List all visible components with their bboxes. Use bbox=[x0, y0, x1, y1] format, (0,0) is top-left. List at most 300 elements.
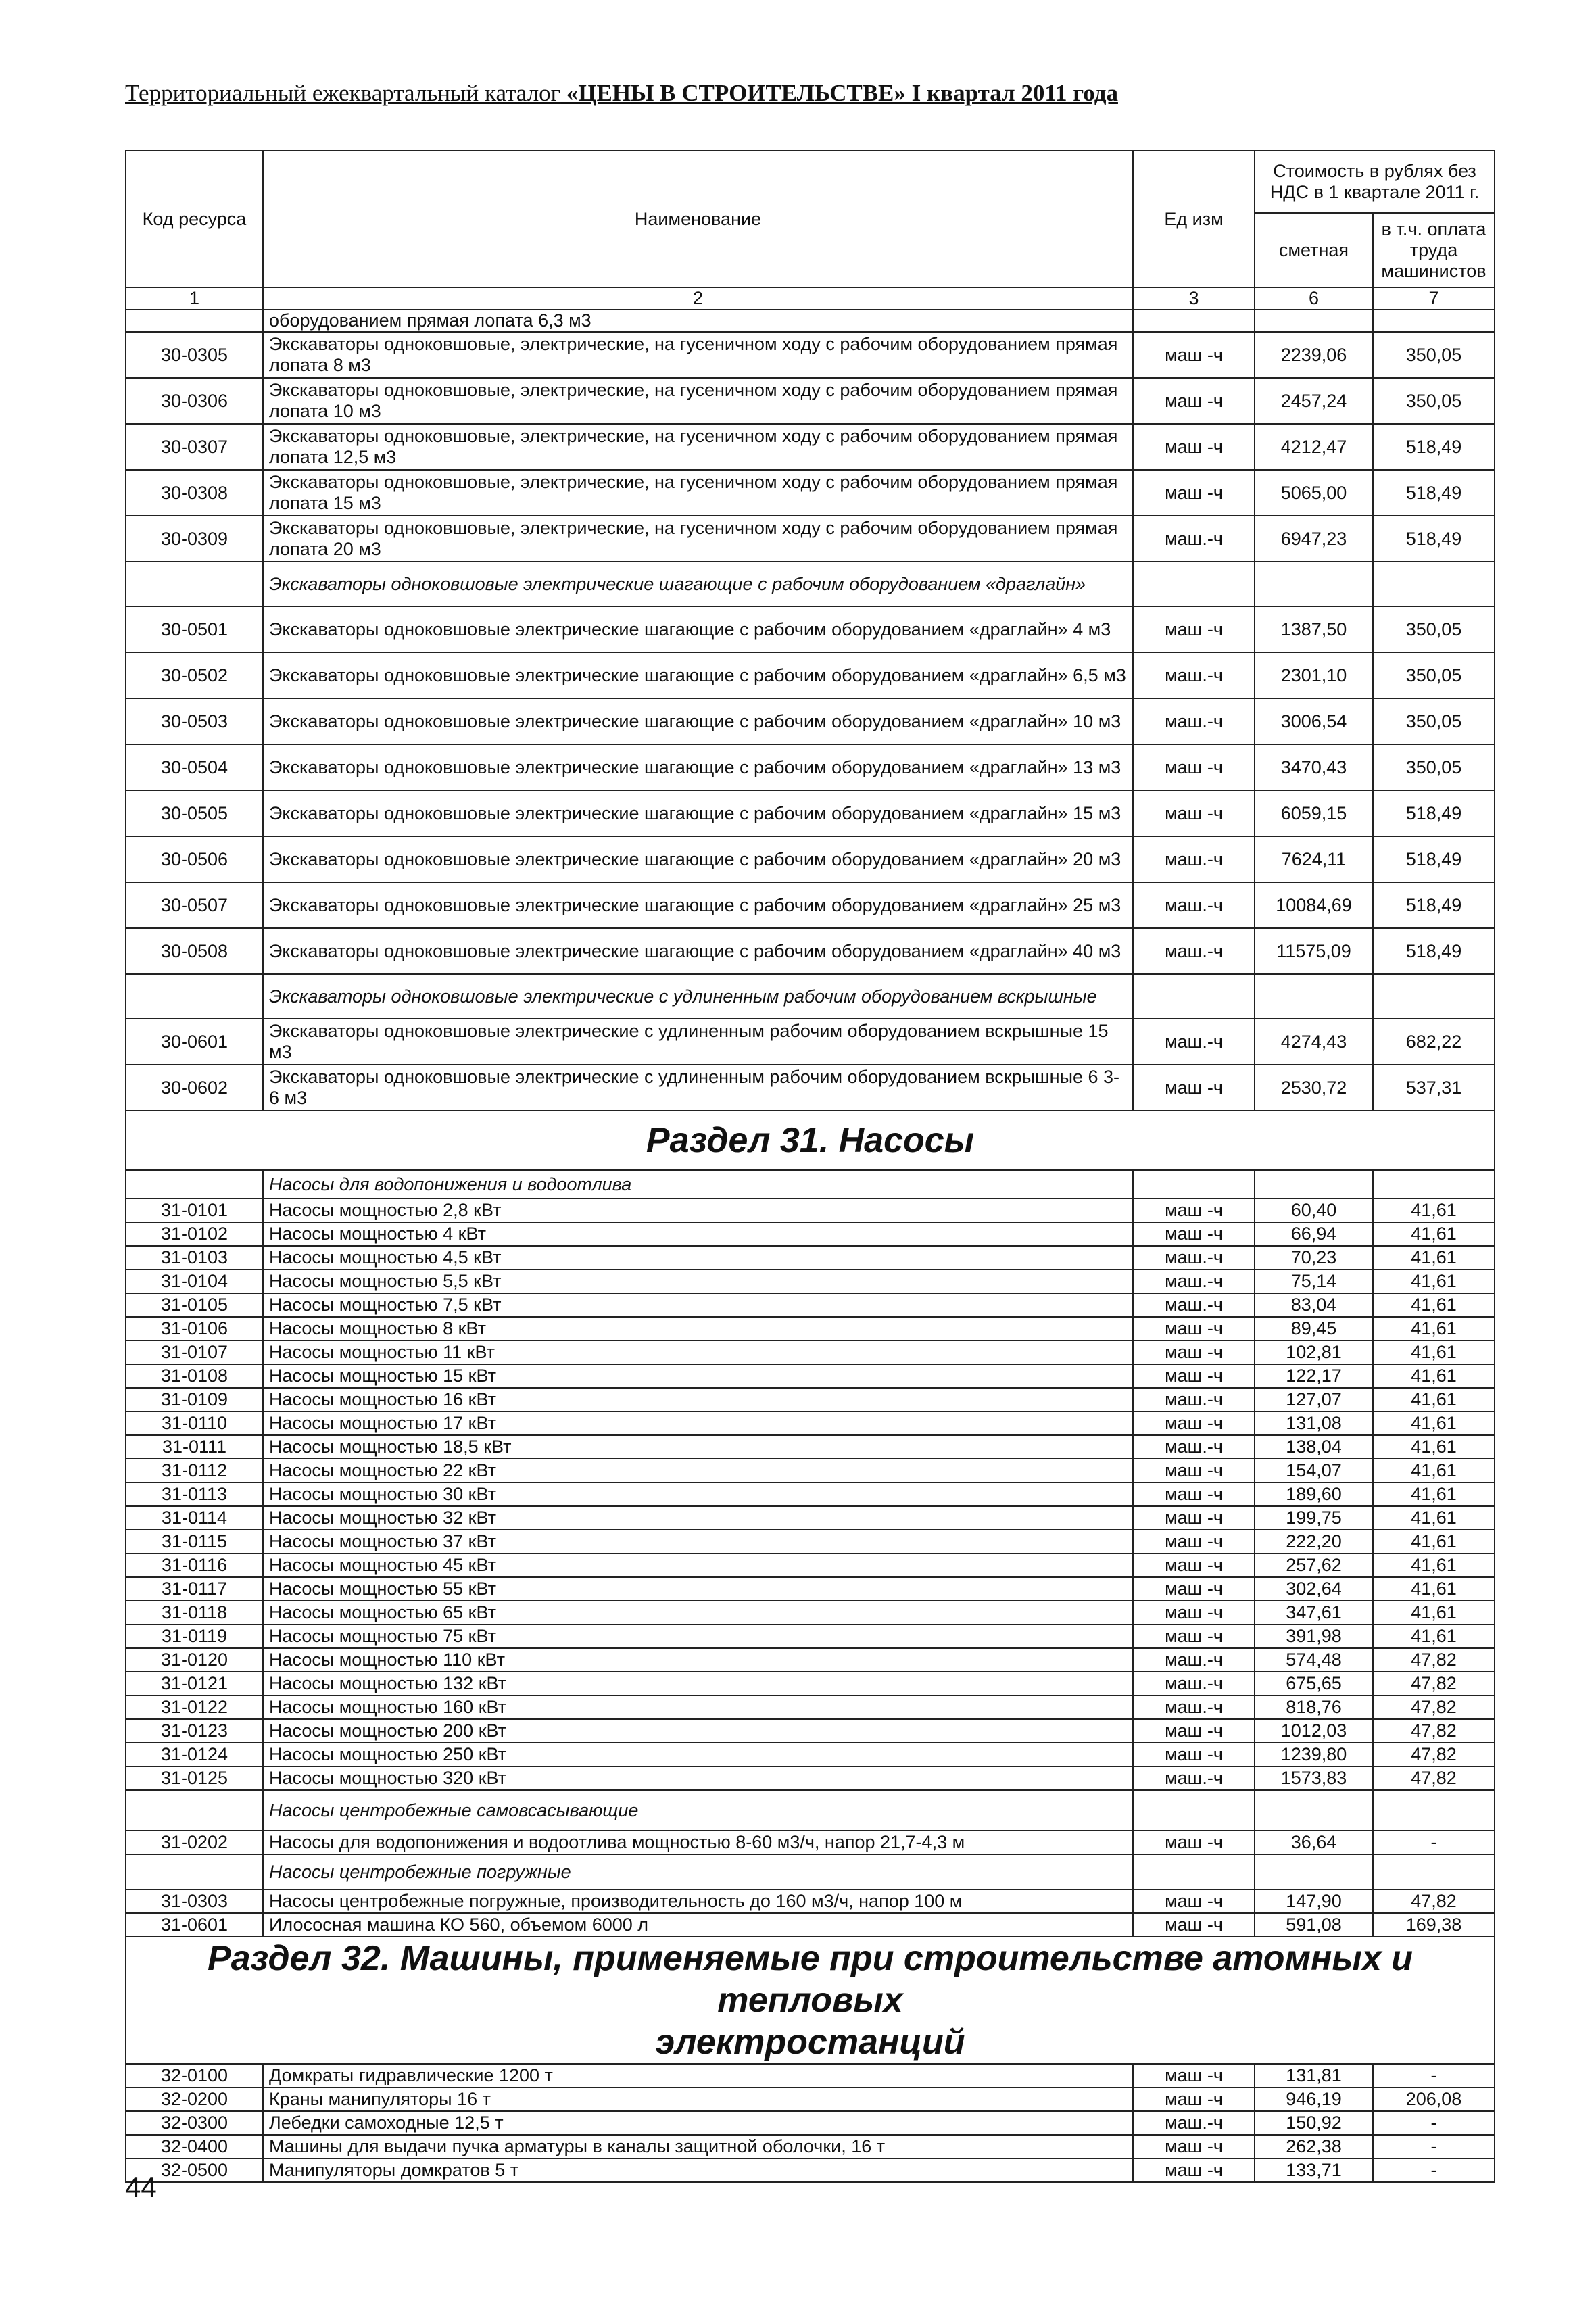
resource-code: 30-0502 bbox=[126, 652, 263, 698]
unit: маш -ч bbox=[1133, 470, 1255, 516]
operator-wage: - bbox=[1373, 2158, 1495, 2182]
operator-wage: - bbox=[1373, 2111, 1495, 2135]
unit: маш -ч bbox=[1133, 1719, 1255, 1743]
table-row bbox=[126, 1624, 1495, 1648]
unit: маш.-ч bbox=[1133, 2111, 1255, 2135]
table-row bbox=[126, 1412, 1495, 1435]
estimate-price: 2239,06 bbox=[1255, 332, 1373, 378]
table-row bbox=[126, 1459, 1495, 1482]
unit: маш -ч bbox=[1133, 1459, 1255, 1482]
estimate-price: 257,62 bbox=[1255, 1553, 1373, 1577]
resource-name: Насосы мощностью 4,5 кВт bbox=[263, 1246, 1133, 1270]
estimate-price: 154,07 bbox=[1255, 1459, 1373, 1482]
estimate-price: 6059,15 bbox=[1255, 790, 1373, 836]
resource-name: Насосы мощностью 8 кВт bbox=[263, 1317, 1133, 1341]
operator-wage: 169,38 bbox=[1373, 1913, 1495, 1937]
estimate-price: 131,81 bbox=[1255, 2064, 1373, 2088]
resource-name: Насосы мощностью 75 кВт bbox=[263, 1624, 1133, 1648]
section-title-row bbox=[126, 1111, 1495, 1170]
resource-name: Манипуляторы домкратов 5 т bbox=[263, 2158, 1133, 2182]
resource-name: Экскаваторы одноковшовые, электрические, на гусеничном ходу с рабочим оборудованием прямая лопата 8 м3 bbox=[263, 332, 1133, 378]
col-code-header: Код ресурса bbox=[126, 151, 263, 287]
resource-name: Насосы мощностью 16 кВт bbox=[263, 1388, 1133, 1412]
estimate-price: 66,94 bbox=[1255, 1222, 1373, 1246]
table-row bbox=[126, 378, 1495, 424]
operator-wage: 41,61 bbox=[1373, 1317, 1495, 1341]
resource-name: Экскаваторы одноковшовые электрические шагающие с рабочим оборудованием «драглайн» 20 м3 bbox=[263, 836, 1133, 882]
resource-code: 30-0505 bbox=[126, 790, 263, 836]
table-row bbox=[126, 1743, 1495, 1766]
unit: маш -ч bbox=[1133, 1317, 1255, 1341]
table-row bbox=[126, 1270, 1495, 1293]
resource-code: 31-0122 bbox=[126, 1695, 263, 1719]
header-title: «ЦЕНЫ В СТРОИТЕЛЬСТВЕ» I квартал 2011 года bbox=[566, 80, 1118, 106]
estimate-price: 131,08 bbox=[1255, 1412, 1373, 1435]
resource-code: 31-0109 bbox=[126, 1388, 263, 1412]
operator-wage: 41,61 bbox=[1373, 1388, 1495, 1412]
operator-wage: 518,49 bbox=[1373, 882, 1495, 928]
resource-name: Экскаваторы одноковшовые электрические шагающие с рабочим оборудованием «драглайн» 6,5 м3 bbox=[263, 652, 1133, 698]
estimate-price: 675,65 bbox=[1255, 1672, 1373, 1695]
razdel-31-title: Раздел 31. Насосы bbox=[126, 1111, 1495, 1170]
operator-wage: 41,61 bbox=[1373, 1222, 1495, 1246]
unit: маш -ч bbox=[1133, 1624, 1255, 1648]
estimate-price: 5065,00 bbox=[1255, 470, 1373, 516]
operator-wage: 682,22 bbox=[1373, 1019, 1495, 1065]
operator-wage: 47,82 bbox=[1373, 1672, 1495, 1695]
resource-code: 30-0504 bbox=[126, 744, 263, 790]
table-row bbox=[126, 1019, 1495, 1065]
resource-code: 31-0123 bbox=[126, 1719, 263, 1743]
resource-name: Экскаваторы одноковшовые электрические шагающие с рабочим оборудованием «драглайн» 25 м3 bbox=[263, 882, 1133, 928]
estimate-price: 60,40 bbox=[1255, 1199, 1373, 1222]
table-row bbox=[126, 516, 1495, 562]
resource-code: 31-0101 bbox=[126, 1199, 263, 1222]
unit: маш.-ч bbox=[1133, 1019, 1255, 1065]
resource-code: 31-0112 bbox=[126, 1459, 263, 1482]
table-row bbox=[126, 1672, 1495, 1695]
table-row bbox=[126, 1889, 1495, 1913]
unit: маш -ч bbox=[1133, 1601, 1255, 1624]
resource-code: 30-0501 bbox=[126, 606, 263, 652]
estimate-price: 302,64 bbox=[1255, 1577, 1373, 1601]
estimate-price: 2530,72 bbox=[1255, 1065, 1373, 1111]
unit: маш -ч bbox=[1133, 2088, 1255, 2111]
resource-code: 30-0507 bbox=[126, 882, 263, 928]
operator-wage: 518,49 bbox=[1373, 516, 1495, 562]
resource-name: Насосы мощностью 160 кВт bbox=[263, 1695, 1133, 1719]
estimate-price: 138,04 bbox=[1255, 1435, 1373, 1459]
unit: маш.-ч bbox=[1133, 516, 1255, 562]
resource-name: Насосы мощностью 7,5 кВт bbox=[263, 1293, 1133, 1317]
unit: маш.-ч bbox=[1133, 1270, 1255, 1293]
estimate-price: 75,14 bbox=[1255, 1270, 1373, 1293]
estimate-price: 1573,83 bbox=[1255, 1766, 1373, 1790]
col-est-header: сметная bbox=[1255, 213, 1373, 287]
operator-wage: 47,82 bbox=[1373, 1766, 1495, 1790]
operator-wage: 41,61 bbox=[1373, 1341, 1495, 1364]
table-row bbox=[126, 1695, 1495, 1719]
operator-wage: 518,49 bbox=[1373, 836, 1495, 882]
estimate-price: 946,19 bbox=[1255, 2088, 1373, 2111]
table-row bbox=[126, 424, 1495, 470]
estimate-price: 147,90 bbox=[1255, 1889, 1373, 1913]
resource-name: Экскаваторы одноковшовые электрические шагающие с рабочим оборудованием «драглайн» 13 м3 bbox=[263, 744, 1133, 790]
resource-name: Насосы центробежные погружные, производительность до 160 м3/ч, напор 100 м bbox=[263, 1889, 1133, 1913]
operator-wage: 41,61 bbox=[1373, 1199, 1495, 1222]
table-row bbox=[126, 1648, 1495, 1672]
header-prefix: Территориальный ежеквартальный каталог bbox=[125, 80, 561, 106]
operator-wage: 537,31 bbox=[1373, 1065, 1495, 1111]
table-row bbox=[126, 1341, 1495, 1364]
operator-wage: 41,61 bbox=[1373, 1459, 1495, 1482]
table-row bbox=[126, 1222, 1495, 1246]
operator-wage: 41,61 bbox=[1373, 1435, 1495, 1459]
resource-name: Насосы мощностью 37 кВт bbox=[263, 1530, 1133, 1553]
table-row bbox=[126, 698, 1495, 744]
unit: маш -ч bbox=[1133, 1889, 1255, 1913]
resource-code: 31-0121 bbox=[126, 1672, 263, 1695]
unit: маш -ч bbox=[1133, 1199, 1255, 1222]
unit: маш -ч bbox=[1133, 1530, 1255, 1553]
estimate-price: 262,38 bbox=[1255, 2135, 1373, 2158]
operator-wage: 518,49 bbox=[1373, 424, 1495, 470]
unit: маш.-ч bbox=[1133, 1672, 1255, 1695]
estimate-price: 2457,24 bbox=[1255, 378, 1373, 424]
operator-wage: 47,82 bbox=[1373, 1719, 1495, 1743]
resource-code: 32-0400 bbox=[126, 2135, 263, 2158]
resource-code: 32-0200 bbox=[126, 2088, 263, 2111]
estimate-price: 3470,43 bbox=[1255, 744, 1373, 790]
unit: маш.-ч bbox=[1133, 1695, 1255, 1719]
resource-code: 32-0100 bbox=[126, 2064, 263, 2088]
operator-wage: 518,49 bbox=[1373, 928, 1495, 974]
operator-wage: 47,82 bbox=[1373, 1743, 1495, 1766]
resource-name: Лебедки самоходные 12,5 т bbox=[263, 2111, 1133, 2135]
unit: маш -ч bbox=[1133, 1506, 1255, 1530]
resource-code: 31-0601 bbox=[126, 1913, 263, 1937]
unit: маш -ч bbox=[1133, 1341, 1255, 1364]
resource-name: Насосы мощностью 11 кВт bbox=[263, 1341, 1133, 1364]
continued-row: оборудованием прямая лопата 6,3 м3 bbox=[126, 310, 1495, 332]
table-row bbox=[126, 882, 1495, 928]
resource-name: Насосы мощностью 45 кВт bbox=[263, 1553, 1133, 1577]
table-row bbox=[126, 1601, 1495, 1624]
estimate-price: 122,17 bbox=[1255, 1364, 1373, 1388]
resource-code: 31-0107 bbox=[126, 1341, 263, 1364]
table-row bbox=[126, 470, 1495, 516]
resource-name: Экскаваторы одноковшовые электрические с удлиненным рабочим оборудованием вскрышные 15 м3 bbox=[263, 1019, 1133, 1065]
unit: маш.-ч bbox=[1133, 928, 1255, 974]
resource-name: Экскаваторы одноковшовые электрические шагающие с рабочим оборудованием «драглайн» 15 м3 bbox=[263, 790, 1133, 836]
table-row bbox=[126, 2088, 1495, 2111]
resource-code: 31-0125 bbox=[126, 1766, 263, 1790]
table-row bbox=[126, 606, 1495, 652]
table-row bbox=[126, 652, 1495, 698]
operator-wage: 350,05 bbox=[1373, 606, 1495, 652]
estimate-price: 83,04 bbox=[1255, 1293, 1373, 1317]
operator-wage: 518,49 bbox=[1373, 470, 1495, 516]
operator-wage: 41,61 bbox=[1373, 1553, 1495, 1577]
unit: маш -ч bbox=[1133, 1222, 1255, 1246]
resource-code: 30-0305 bbox=[126, 332, 263, 378]
estimate-price: 10084,69 bbox=[1255, 882, 1373, 928]
unit: маш.-ч bbox=[1133, 1648, 1255, 1672]
operator-wage: 41,61 bbox=[1373, 1506, 1495, 1530]
resource-code: 31-0124 bbox=[126, 1743, 263, 1766]
group-row: Экскаваторы одноковшовые электрические шагающие с рабочим оборудованием «драглайн» bbox=[126, 562, 1495, 606]
table-row bbox=[126, 2064, 1495, 2088]
operator-wage: 350,05 bbox=[1373, 332, 1495, 378]
estimate-price: 2301,10 bbox=[1255, 652, 1373, 698]
unit: маш -ч bbox=[1133, 2064, 1255, 2088]
estimate-price: 127,07 bbox=[1255, 1388, 1373, 1412]
resource-name: Насосы мощностью 32 кВт bbox=[263, 1506, 1133, 1530]
resource-name: Насосы мощностью 15 кВт bbox=[263, 1364, 1133, 1388]
resource-name: Насосы мощностью 132 кВт bbox=[263, 1672, 1133, 1695]
resource-code: 30-0308 bbox=[126, 470, 263, 516]
operator-wage: 41,61 bbox=[1373, 1530, 1495, 1553]
resource-name: Экскаваторы одноковшовые, электрические, на гусеничном ходу с рабочим оборудованием прямая лопата 10 м3 bbox=[263, 378, 1133, 424]
estimate-price: 391,98 bbox=[1255, 1624, 1373, 1648]
unit: маш -ч bbox=[1133, 1412, 1255, 1435]
estimate-price: 89,45 bbox=[1255, 1317, 1373, 1341]
estimate-price: 150,92 bbox=[1255, 2111, 1373, 2135]
table-row bbox=[126, 1317, 1495, 1341]
resource-name: Насосы мощностью 2,8 кВт bbox=[263, 1199, 1133, 1222]
table-row bbox=[126, 1506, 1495, 1530]
resource-code: 31-0120 bbox=[126, 1648, 263, 1672]
estimate-price: 3006,54 bbox=[1255, 698, 1373, 744]
unit: маш.-ч bbox=[1133, 1293, 1255, 1317]
unit: маш.-ч bbox=[1133, 652, 1255, 698]
operator-wage: 41,61 bbox=[1373, 1601, 1495, 1624]
table-row bbox=[126, 928, 1495, 974]
resource-name: Насосы мощностью 30 кВт bbox=[263, 1482, 1133, 1506]
unit: маш -ч bbox=[1133, 378, 1255, 424]
estimate-price: 102,81 bbox=[1255, 1341, 1373, 1364]
operator-wage: 518,49 bbox=[1373, 790, 1495, 836]
table-row bbox=[126, 1065, 1495, 1111]
operator-wage: 41,61 bbox=[1373, 1364, 1495, 1388]
table-row bbox=[126, 1913, 1495, 1937]
estimate-price: 818,76 bbox=[1255, 1695, 1373, 1719]
estimate-price: 7624,11 bbox=[1255, 836, 1373, 882]
operator-wage: - bbox=[1373, 2135, 1495, 2158]
table-row: 31-0202 Насосы для водопонижения и водоотлива мощностью 8-60 м3/ч, напор 21,7-4,3 м маш -ч 36,64 - bbox=[126, 1831, 1495, 1854]
table-row bbox=[126, 1293, 1495, 1317]
resource-code: 31-0113 bbox=[126, 1482, 263, 1506]
resource-code: 31-0103 bbox=[126, 1246, 263, 1270]
group-row: Насосы для водопонижения и водоотлива bbox=[126, 1170, 1495, 1199]
col-unit-header: Ед изм bbox=[1133, 151, 1255, 287]
table-row bbox=[126, 1719, 1495, 1743]
resource-name: Краны манипуляторы 16 т bbox=[263, 2088, 1133, 2111]
table-row bbox=[126, 836, 1495, 882]
unit: маш -ч bbox=[1133, 790, 1255, 836]
resource-name: Экскаваторы одноковшовые, электрические, на гусеничном ходу с рабочим оборудованием прямая лопата 12,5 м3 bbox=[263, 424, 1133, 470]
estimate-price: 1012,03 bbox=[1255, 1719, 1373, 1743]
operator-wage: 350,05 bbox=[1373, 698, 1495, 744]
table-row bbox=[126, 1246, 1495, 1270]
estimate-price: 4274,43 bbox=[1255, 1019, 1373, 1065]
resource-name: Насосы мощностью 5,5 кВт bbox=[263, 1270, 1133, 1293]
group-row: Экскаваторы одноковшовые электрические с удлиненным рабочим оборудованием вскрышные bbox=[126, 974, 1495, 1019]
table-row bbox=[126, 1553, 1495, 1577]
resource-name: Насосы мощностью 4 кВт bbox=[263, 1222, 1133, 1246]
table-row bbox=[126, 2158, 1495, 2182]
unit: маш.-ч bbox=[1133, 1435, 1255, 1459]
estimate-price: 591,08 bbox=[1255, 1913, 1373, 1937]
table-row bbox=[126, 1530, 1495, 1553]
resource-name: Экскаваторы одноковшовые электрические шагающие с рабочим оборудованием «драглайн» 4 м3 bbox=[263, 606, 1133, 652]
resource-code: 31-0105 bbox=[126, 1293, 263, 1317]
resource-code: 31-0119 bbox=[126, 1624, 263, 1648]
table-row bbox=[126, 1482, 1495, 1506]
resource-code: 30-0307 bbox=[126, 424, 263, 470]
razdel-32-title: Раздел 32. Машины, применяемые при строительстве атомных и тепловых электростанций bbox=[126, 1937, 1495, 2064]
operator-wage: 350,05 bbox=[1373, 378, 1495, 424]
resource-name: Насосы мощностью 17 кВт bbox=[263, 1412, 1133, 1435]
page-number: 44 bbox=[125, 2171, 157, 2203]
estimate-price: 574,48 bbox=[1255, 1648, 1373, 1672]
unit: маш -ч bbox=[1133, 1482, 1255, 1506]
page-header bbox=[125, 80, 1118, 107]
estimate-price: 199,75 bbox=[1255, 1506, 1373, 1530]
table-row bbox=[126, 1766, 1495, 1790]
resource-name: Насосы мощностью 200 кВт bbox=[263, 1719, 1133, 1743]
resource-name: Экскаваторы одноковшовые, электрические, на гусеничном ходу с рабочим оборудованием прямая лопата 15 м3 bbox=[263, 470, 1133, 516]
resource-code: 31-0102 bbox=[126, 1222, 263, 1246]
col-cost-header: Стоимость в рублях без НДС в 1 квартале 2011 г. bbox=[1255, 151, 1495, 213]
resource-code: 31-0117 bbox=[126, 1577, 263, 1601]
resource-name: Машины для выдачи пучка арматуры в каналы защитной оболочки, 16 т bbox=[263, 2135, 1133, 2158]
unit: маш -ч bbox=[1133, 1065, 1255, 1111]
resource-code: 30-0508 bbox=[126, 928, 263, 974]
table-row bbox=[126, 2135, 1495, 2158]
resource-name: Экскаваторы одноковшовые электрические с удлиненным рабочим оборудованием вскрышные 6 3-6 м3 bbox=[263, 1065, 1133, 1111]
unit: маш -ч bbox=[1133, 744, 1255, 790]
resource-code: 32-0300 bbox=[126, 2111, 263, 2135]
resource-code: 31-0104 bbox=[126, 1270, 263, 1293]
resource-name: Экскаваторы одноковшовые электрические шагающие с рабочим оборудованием «драглайн» 40 м3 bbox=[263, 928, 1133, 974]
operator-wage: 41,61 bbox=[1373, 1577, 1495, 1601]
resource-name: Насосы мощностью 110 кВт bbox=[263, 1648, 1133, 1672]
table-row bbox=[126, 332, 1495, 378]
table-row bbox=[126, 1199, 1495, 1222]
resource-code: 31-0116 bbox=[126, 1553, 263, 1577]
estimate-price: 1239,80 bbox=[1255, 1743, 1373, 1766]
resource-code: 31-0108 bbox=[126, 1364, 263, 1388]
resource-code: 32-0500 bbox=[126, 2158, 263, 2182]
resource-name: Илососная машина КО 560, объемом 6000 л bbox=[263, 1913, 1133, 1937]
resource-code: 31-0114 bbox=[126, 1506, 263, 1530]
operator-wage: - bbox=[1373, 2064, 1495, 2088]
estimate-price: 6947,23 bbox=[1255, 516, 1373, 562]
operator-wage: 41,61 bbox=[1373, 1246, 1495, 1270]
resource-name: Насосы мощностью 22 кВт bbox=[263, 1459, 1133, 1482]
estimate-price: 347,61 bbox=[1255, 1601, 1373, 1624]
table-row bbox=[126, 790, 1495, 836]
group-row: Насосы центробежные погружные bbox=[126, 1854, 1495, 1889]
resource-code: 31-0303 bbox=[126, 1889, 263, 1913]
operator-wage: 47,82 bbox=[1373, 1648, 1495, 1672]
col-name-header: Наименование bbox=[263, 151, 1133, 287]
operator-wage: 41,61 bbox=[1373, 1293, 1495, 1317]
operator-wage: 350,05 bbox=[1373, 744, 1495, 790]
resource-code: 31-0111 bbox=[126, 1435, 263, 1459]
col-wage-header: в т.ч. оплата труда машинистов bbox=[1373, 213, 1495, 287]
operator-wage: 206,08 bbox=[1373, 2088, 1495, 2111]
table-row bbox=[126, 744, 1495, 790]
resource-code: 30-0503 bbox=[126, 698, 263, 744]
group-row: Насосы центробежные самовсасывающие bbox=[126, 1790, 1495, 1831]
column-numbers-row: 1 2 3 6 7 bbox=[126, 287, 1495, 310]
table-row bbox=[126, 2111, 1495, 2135]
resource-name: Домкраты гидравлические 1200 т bbox=[263, 2064, 1133, 2088]
table-row bbox=[126, 1388, 1495, 1412]
price-table bbox=[125, 150, 1495, 2183]
estimate-price: 11575,09 bbox=[1255, 928, 1373, 974]
unit: маш -ч bbox=[1133, 1577, 1255, 1601]
resource-code: 31-0110 bbox=[126, 1412, 263, 1435]
resource-code: 30-0602 bbox=[126, 1065, 263, 1111]
operator-wage: 41,61 bbox=[1373, 1412, 1495, 1435]
table-row bbox=[126, 1364, 1495, 1388]
table-row bbox=[126, 1577, 1495, 1601]
unit: маш -ч bbox=[1133, 332, 1255, 378]
unit: маш.-ч bbox=[1133, 698, 1255, 744]
resource-code: 31-0106 bbox=[126, 1317, 263, 1341]
unit: маш -ч bbox=[1133, 1553, 1255, 1577]
unit: маш -ч bbox=[1133, 1913, 1255, 1937]
resource-name: Насосы мощностью 55 кВт bbox=[263, 1577, 1133, 1601]
resource-code: 30-0309 bbox=[126, 516, 263, 562]
estimate-price: 70,23 bbox=[1255, 1246, 1373, 1270]
resource-code: 30-0601 bbox=[126, 1019, 263, 1065]
resource-name: Насосы мощностью 320 кВт bbox=[263, 1766, 1133, 1790]
unit: маш -ч bbox=[1133, 2158, 1255, 2182]
operator-wage: 41,61 bbox=[1373, 1482, 1495, 1506]
unit: маш -ч bbox=[1133, 2135, 1255, 2158]
table-row bbox=[126, 1435, 1495, 1459]
resource-name: Экскаваторы одноковшовые электрические шагающие с рабочим оборудованием «драглайн» 10 м3 bbox=[263, 698, 1133, 744]
unit: маш.-ч bbox=[1133, 836, 1255, 882]
estimate-price: 133,71 bbox=[1255, 2158, 1373, 2182]
operator-wage: 47,82 bbox=[1373, 1695, 1495, 1719]
unit: маш -ч bbox=[1133, 424, 1255, 470]
section-title-row bbox=[126, 1937, 1495, 2064]
resource-name: Насосы мощностью 18,5 кВт bbox=[263, 1435, 1133, 1459]
unit: маш.-ч bbox=[1133, 1388, 1255, 1412]
estimate-price: 222,20 bbox=[1255, 1530, 1373, 1553]
operator-wage: 47,82 bbox=[1373, 1889, 1495, 1913]
unit: маш -ч bbox=[1133, 1743, 1255, 1766]
operator-wage: 41,61 bbox=[1373, 1270, 1495, 1293]
unit: маш.-ч bbox=[1133, 1246, 1255, 1270]
estimate-price: 189,60 bbox=[1255, 1482, 1373, 1506]
unit: маш.-ч bbox=[1133, 882, 1255, 928]
estimate-price: 1387,50 bbox=[1255, 606, 1373, 652]
operator-wage: 350,05 bbox=[1373, 652, 1495, 698]
resource-code: 30-0506 bbox=[126, 836, 263, 882]
unit: маш -ч bbox=[1133, 1364, 1255, 1388]
resource-code: 30-0306 bbox=[126, 378, 263, 424]
estimate-price: 4212,47 bbox=[1255, 424, 1373, 470]
resource-name: Насосы мощностью 65 кВт bbox=[263, 1601, 1133, 1624]
operator-wage: 41,61 bbox=[1373, 1624, 1495, 1648]
unit: маш -ч bbox=[1133, 606, 1255, 652]
